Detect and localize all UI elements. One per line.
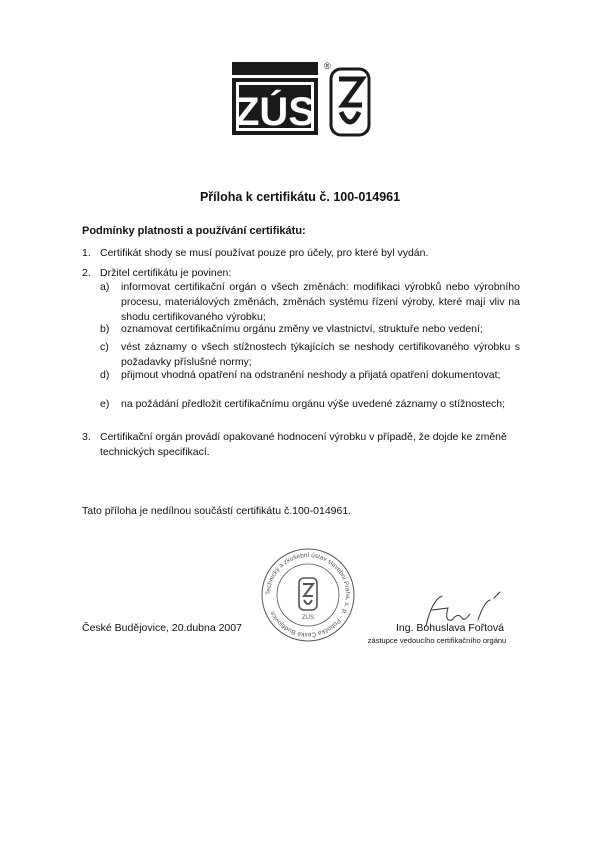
item-number: 1. [82,247,91,259]
sub-item-text: informovat certifikační orgán o všech změnách: modifikaci výrobků nebo výrobního procesu, materiálových změnách, změnách systému řízení výroby, které mají vliv na shodu certifikovaného výrobku; [121,281,520,323]
conditions-heading: Podmínky platnosti a používání certifikátu: [82,225,306,237]
logo-text: ZÚS [235,90,315,134]
page-title: Příloha k certifikátu č. 100-014961 [199,190,401,204]
signer-name: Ing. Bohuslava Fořtová [396,622,504,634]
stamp-center-text: ZÚS [302,615,314,621]
appendix-note: Tato příloha je nedílnou součástí certifikátu č.100-014961. [82,505,352,517]
sub-item-text: vést záznamy o všech stížnostech týkajících se neshody certifikovaného výrobku s požadavky příslušné normy; [121,341,520,368]
sub-item-letter: a) [100,281,110,293]
item-text: Držitel certifikátu je povinen: [100,267,232,279]
sub-item-letter: c) [100,341,109,353]
sub-item-text: na požádání předložit certifikačnímu orgánu výše uvedené záznamy o stížnostech; [121,398,506,410]
zus-logo [231,57,371,137]
registered-mark: ® [324,61,331,71]
item-number: 2. [82,267,91,279]
sub-item-letter: d) [100,369,110,381]
sub-item-letter: b) [100,323,110,335]
item-number: 3. [82,431,91,443]
signer-role: zástupce vedoucího certifikačního orgánu [367,636,507,645]
sub-item-letter: e) [100,398,110,410]
official-stamp [258,545,358,645]
stamp-ring-text: Technický a zkušební ústav stavební Praha, s. p. - Pobočka České Budějovice [264,551,352,639]
place-date: České Budějovice, 20.dubna 2007 [82,622,242,634]
item-text: Certifikát shody se musí používat pouze pro účely, pro které byl vydán. [100,247,429,259]
sub-item-text: oznamovat certifikačnímu orgánu změny ve vlastnictví, struktuře nebo vedení; [121,323,483,335]
sub-item-text: přijmout vhodná opatření na odstranění neshody a přijatá opatření dokumentovat; [121,369,501,381]
item-text: Certifikační orgán provádí opakované hodnocení výrobku v případě, že dojde ke změně technických specifikací. [100,431,507,458]
